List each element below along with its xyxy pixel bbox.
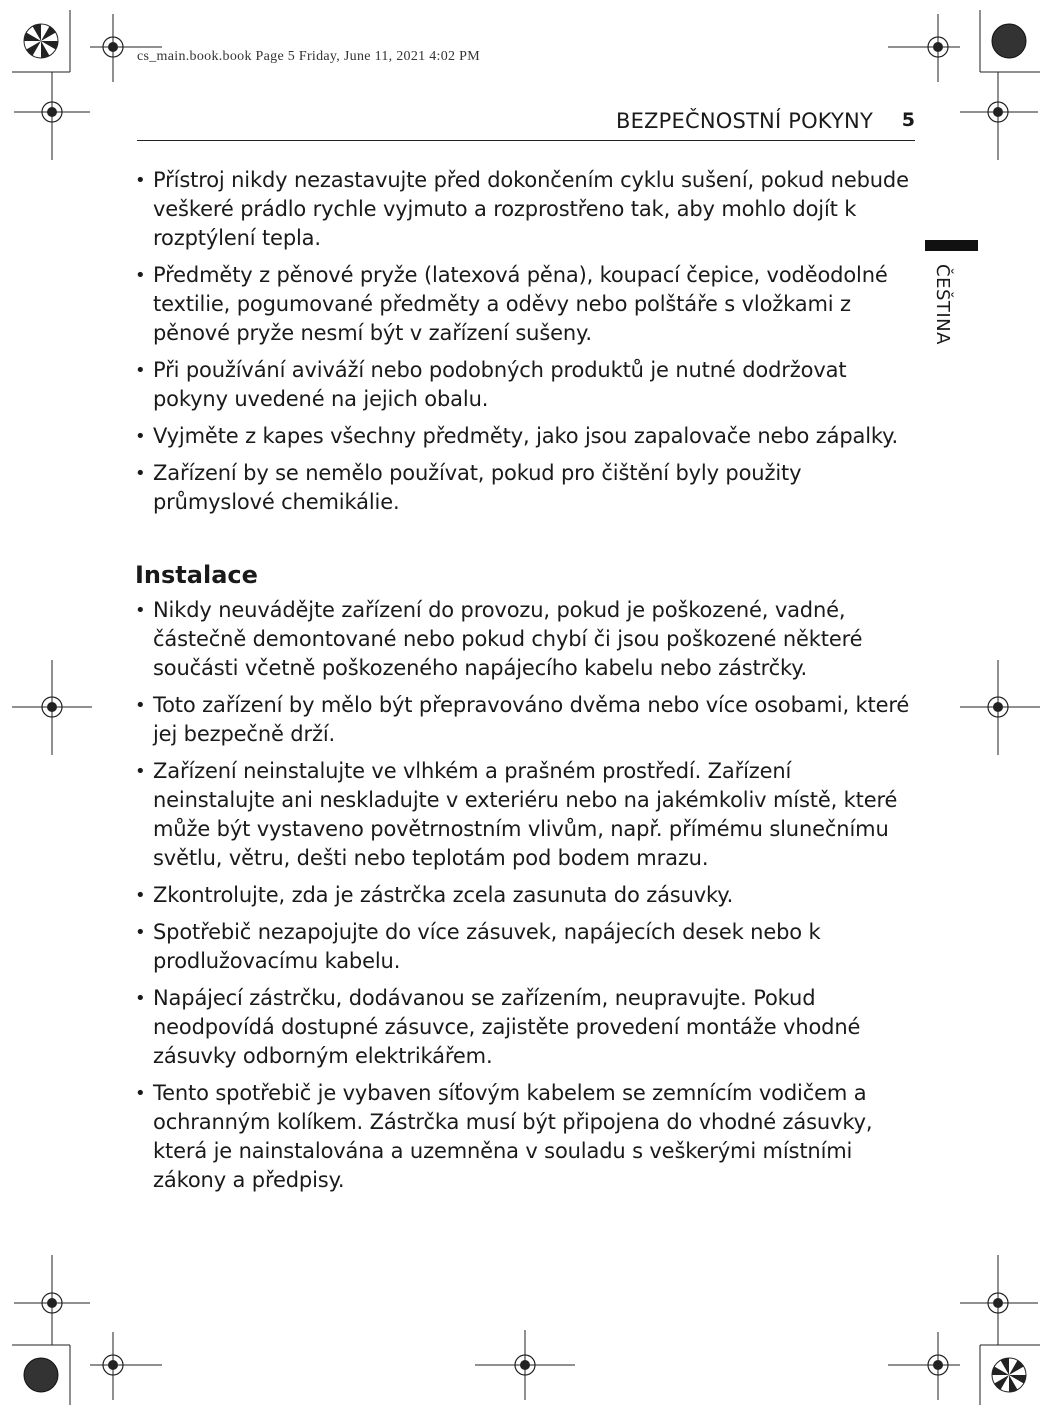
main-content [135,166,917,1203]
dark-disc-mark-icon [24,1358,58,1392]
list-item: • Zkontrolujte, zda je zástrčka zcela zasunuta do zásuvky. [135,881,917,910]
starburst-mark-icon [992,1358,1026,1392]
page-number: 5 [901,109,915,131]
installation-bullet-list [135,596,917,1195]
list-item: • Vyjměte z kapes všechny předměty, jako jsou zapalovače nebo zápalky. [135,422,917,451]
installation-heading: Instalace [135,561,258,589]
list-item: • Toto zařízení by mělo být přepravováno dvěma nebo více osobami, které jej bezpečně drží. [135,691,917,749]
list-item: • Zařízení neinstalujte ve vlhkém a prašném prostředí. Zařízení neinstalujte ani neskladujte v exteriéru nebo na jakémkoliv místě, které může být vystaveno povětrnostním vlivům, např. přímému slunečnímu světlu, větru, dešti nebo teplotám pod bodem mrazu. [135,757,917,873]
language-tab-label: ČEŠTINA [932,264,953,345]
section-header-title: BEZPEČNOSTNÍ POKYNY [615,109,873,133]
safety-bullet-list [135,166,917,517]
starburst-mark-icon [24,24,58,58]
list-item: • Napájecí zástrčku, dodávanou se zařízením, neupravujte. Pokud neodpovídá dostupné zásuvce, zajistěte provedení montáže vhodné zásuvky odborným elektrikářem. [135,984,917,1071]
list-item: • Zařízení by se nemělo používat, pokud pro čištění byly použity průmyslové chemikálie. [135,459,917,517]
list-item: • Tento spotřebič je vybaven síťovým kabelem se zemnícím vodičem a ochranným kolíkem. Zástrčka musí být připojena do vhodné zásuvky, která je nainstalována a uzemněna v souladu s veškerými místními zákony a předpisy. [135,1079,917,1195]
dark-disc-mark-icon [992,24,1026,58]
list-item: • Přístroj nikdy nezastavujte před dokončením cyklu sušení, pokud nebude veškeré prádlo rychle vyjmuto a rozprostřeno tak, aby mohlo dojít k rozptýlení tepla. [135,166,917,253]
list-item: • Nikdy neuvádějte zařízení do provozu, pokud je poškozené, vadné, částečně demontované nebo pokud chybí či jsou poškozené některé součásti včetně poškozeného napájecího kabelu nebo zástrčky. [135,596,917,683]
language-tab-bar [925,240,978,251]
list-item: • Při používání aviváží nebo podobných produktů je nutné dodržovat pokyny uvedené na jejich obalu. [135,356,917,414]
page-header [137,104,915,141]
list-item: • Předměty z pěnové pryže (latexová pěna), koupací čepice, voděodolné textilie, pogumované předměty a oděvy nebo polštáře s vložkami z pěnové pryže nesmí být v zařízení sušeny. [135,261,917,348]
print-slug-line: cs_main.book.book Page 5 Friday, June 11, 2021 4:02 PM [137,49,480,64]
list-item: • Spotřebič nezapojujte do více zásuvek, napájecích desek nebo k prodlužovacímu kabelu. [135,918,917,976]
